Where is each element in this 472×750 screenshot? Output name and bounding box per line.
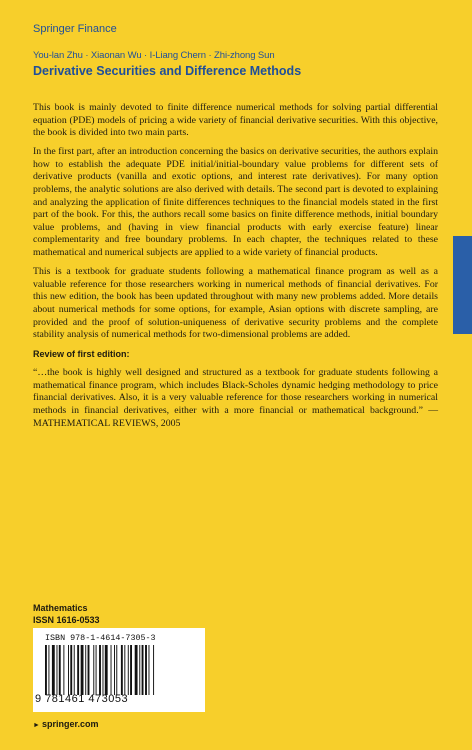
- description: [33, 102, 438, 437]
- barcode-bar: [99, 645, 101, 695]
- barcode-bar: [57, 645, 58, 695]
- authors: You-lan Zhu · Xiaonan Wu · I-Liang Chern · Zhi-zhong Sun: [33, 50, 275, 61]
- paragraph-1: This book is mainly devoted to finite difference numerical methods for solving partial differential equation (PDE) models of pricing a wide variety of financial derivative securities. With this objective, the book is divided into two main parts.: [33, 102, 438, 139]
- barcode-bar: [74, 645, 75, 695]
- barcode-bar: [145, 645, 147, 695]
- series-name: Springer Finance: [33, 23, 117, 35]
- barcode-bar: [88, 645, 90, 695]
- barcode-bar: [77, 645, 79, 695]
- barcode-bar: [96, 645, 97, 695]
- barcode-digits: 9 781461 473053: [35, 693, 129, 705]
- barcode-bar: [68, 645, 69, 695]
- barcode-bar: [63, 645, 64, 695]
- barcode-bar: [130, 645, 132, 695]
- barcode-bar: [124, 645, 125, 695]
- barcode-bar: [103, 645, 104, 695]
- website-link[interactable]: [33, 719, 98, 729]
- review-quote: “…the book is highly well designed and structured as a textbook for graduate students following a mathematical finance program, which includes Black-Scholes dynamic hedging methodology to price financial derivatives. Also, it is a very valuable reference for those researchers working in numerical methods in financial derivatives, either with a more financial or mathematical background.” — MATHEMATICAL REVIEWS, 2005: [33, 367, 438, 429]
- barcode-bar: [59, 645, 61, 695]
- barcode-bar: [121, 645, 123, 695]
- barcode-bar: [128, 645, 129, 695]
- barcode-bar: [139, 645, 140, 695]
- barcode-bar: [48, 645, 49, 695]
- arrow-right-icon: ►: [33, 722, 40, 729]
- subject-block: [33, 602, 100, 626]
- paragraph-3: This is a textbook for graduate students following a mathematical finance program as well as a valuable reference for those researchers working in numerical methods of financial derivatives. For this new edition, the book has been updated throughout with many new problems added. More details about numerical methods for some options, for example, Asian options with discrete sampling, are provided and the proof of solution-uniqueness of derivative security problems and the complete stability analysis of numerical methods for two-dimensional problems are added.: [33, 266, 438, 341]
- barcode-bar: [153, 645, 154, 695]
- barcode-bar: [93, 645, 94, 695]
- spine-color-tab: [453, 236, 472, 334]
- barcode-bar: [114, 645, 115, 695]
- barcode-bar: [81, 645, 84, 695]
- subject-label: Mathematics: [33, 603, 88, 613]
- barcode-bar: [142, 645, 144, 695]
- barcode-bar: [105, 645, 108, 695]
- review-heading: Review of first edition:: [33, 349, 130, 360]
- barcode: [33, 628, 205, 712]
- barcode-bar: [70, 645, 72, 695]
- website-label: springer.com: [41, 719, 99, 729]
- barcode-bar: [52, 645, 55, 695]
- barcode-bar: [149, 645, 150, 695]
- barcode-bar: [135, 645, 138, 695]
- paragraph-2: In the first part, after an introduction concerning the basics on derivative securities, the authors explain how to establish the adequate PDE initial/initial-boundary value problems for different sets of derivative products (vanilla and exotic options, and interest rate derivatives). For many option problems, the analytic solutions are also derived with details. The second part is devoted to explaining and analyzing the application of finite differences techniques to the financial models stated in the first part of the book. For this, the authors recall some basics on finite difference methods, initial boundary value problems, and (having in view financial products with early exercise feature) linear complementarity and free boundary problems. In each chapter, the techniques related to these mathematical and numerical subjects are applied to a wide variety of financial products.: [33, 146, 438, 259]
- barcode-bar: [111, 645, 112, 695]
- barcode-bar: [116, 645, 117, 695]
- issn: ISSN 1616-0533: [33, 615, 100, 625]
- isbn-label: ISBN 978-1-4614-7305-3: [45, 633, 156, 643]
- book-title: Derivative Securities and Difference Methods: [33, 64, 302, 78]
- barcode-bars: [45, 645, 195, 695]
- barcode-bar: [85, 645, 86, 695]
- barcode-bar: [45, 645, 47, 695]
